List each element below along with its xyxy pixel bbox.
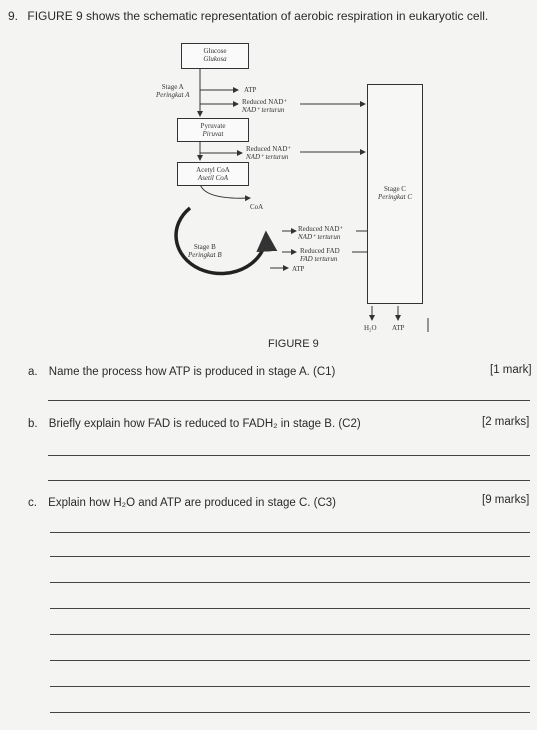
stage-c-en: Stage C	[384, 185, 406, 193]
reduced-fad-en: Reduced FAD	[300, 247, 340, 255]
answer-line-b2[interactable]	[48, 480, 530, 481]
glucose-label-ms: Glukosa	[203, 55, 227, 63]
atp-stage-a: ATP	[244, 86, 257, 94]
stage-c-box	[367, 84, 423, 304]
atp-stage-b: ATP	[292, 265, 305, 273]
h2o-label: H₂O	[364, 324, 377, 332]
acetyl-coa-ms: Asetil CoA	[197, 174, 229, 182]
part-a-marks: [1 mark]	[490, 364, 532, 376]
answer-line-c1[interactable]	[50, 532, 530, 533]
answer-line-c4[interactable]	[50, 608, 530, 609]
part-a-label: a.	[28, 366, 38, 378]
question-text: FIGURE 9 shows the schematic representation of aerobic respiration in eukaryotic cell.	[27, 9, 489, 23]
answer-line-b1[interactable]	[48, 455, 530, 456]
acetyl-coa-box	[177, 162, 249, 186]
stage-a-ms: Peringkat A	[156, 91, 190, 99]
reduced-nad-2-ms: NAD⁺ terturun	[246, 153, 289, 161]
glucose-box	[181, 43, 249, 69]
reduced-nad-2	[246, 145, 291, 161]
reduced-nad-1	[242, 98, 287, 114]
answer-line-c8[interactable]	[50, 712, 530, 713]
reduced-fad	[300, 247, 340, 263]
reduced-fad-ms: FAD terturun	[300, 255, 338, 263]
stage-b-en: Stage B	[193, 243, 216, 251]
part-b-label: b.	[28, 418, 38, 430]
stage-a-en: Stage A	[161, 83, 184, 91]
reduced-nad-3	[298, 225, 343, 241]
figure-caption: FIGURE 9	[268, 338, 319, 350]
part-c-label: c.	[28, 497, 37, 509]
part-c-text: Explain how H₂O and ATP are produced in stage C. (C3)	[48, 497, 337, 509]
reduced-nad-3-ms: NAD⁺ terturun	[298, 233, 341, 241]
figure-9-diagram	[150, 38, 440, 338]
question-header	[8, 9, 488, 23]
part-c-marks: [9 marks]	[482, 494, 530, 506]
part-c-question	[28, 497, 336, 509]
part-b-marks: [2 marks]	[482, 416, 530, 428]
atp-stage-c: ATP	[392, 324, 405, 332]
answer-line-c7[interactable]	[50, 686, 530, 687]
answer-line-c2[interactable]	[50, 556, 530, 557]
answer-line-c3[interactable]	[50, 582, 530, 583]
reduced-nad-2-en: Reduced NAD⁺	[246, 145, 292, 153]
reduced-nad-1-ms: NAD⁺ terturun	[242, 106, 285, 114]
question-number: 9.	[8, 9, 19, 23]
reduced-nad-3-en: Reduced NAD⁺	[298, 225, 344, 233]
stage-b-label	[188, 243, 222, 259]
stage-b-ms: Peringkat B	[188, 251, 222, 259]
pyruvate-en: Pyruvate	[200, 122, 226, 130]
glucose-label: Glucose	[203, 47, 227, 55]
part-b-text: Briefly explain how FAD is reduced to FADH₂ in stage B. (C2)	[48, 418, 361, 430]
pyruvate-ms: Piruvat	[202, 130, 224, 138]
coa-label: CoA	[250, 203, 264, 211]
answer-line-c6[interactable]	[50, 660, 530, 661]
stage-a-label	[156, 83, 190, 99]
reduced-nad-1-en: Reduced NAD⁺	[242, 98, 288, 106]
answer-line-a1[interactable]	[48, 400, 530, 401]
pyruvate-box	[177, 118, 249, 142]
answer-line-c5[interactable]	[50, 634, 530, 635]
part-a-text: Name the process how ATP is produced in stage A. (C1)	[48, 366, 336, 378]
part-b-question	[28, 418, 361, 430]
part-a-question	[28, 366, 335, 378]
acetyl-coa-en: Acetyl CoA	[196, 166, 230, 174]
stage-c-ms: Peringkat C	[377, 193, 413, 201]
